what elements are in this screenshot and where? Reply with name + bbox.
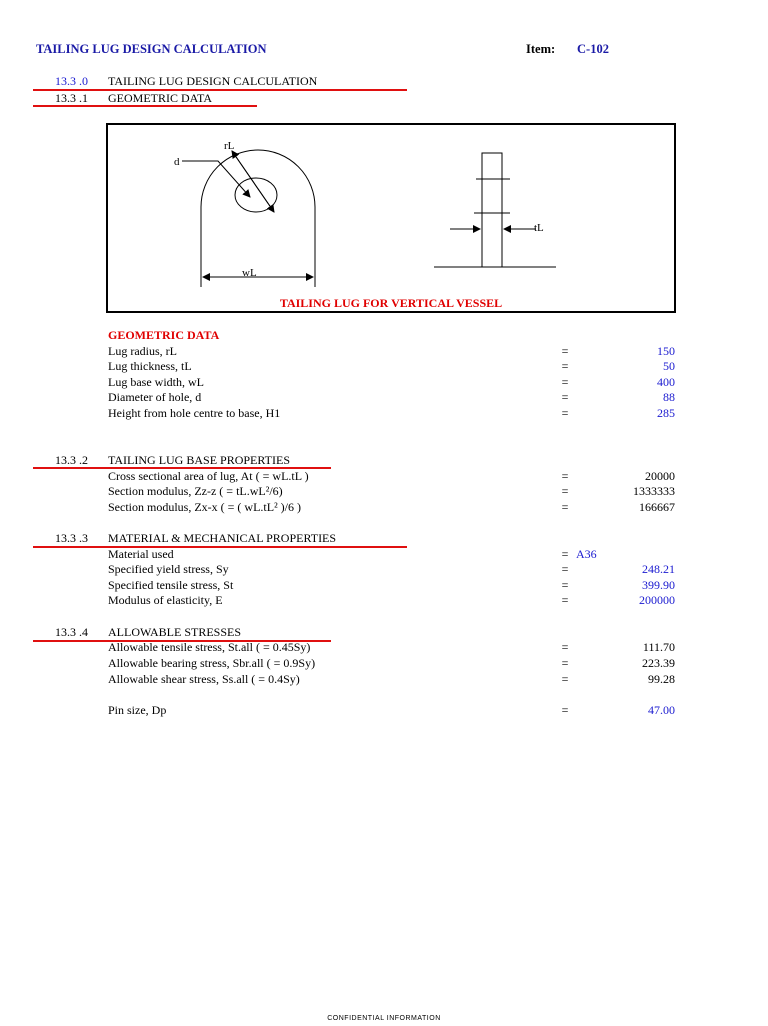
row-value: 400 [657, 375, 675, 389]
row-label: Diameter of hole, d [108, 390, 202, 404]
pin-value: 47.00 [648, 703, 675, 717]
row-eq: = [561, 390, 569, 404]
row-eq: = [561, 640, 569, 654]
row-value: 1333333 [633, 484, 675, 498]
row-label: Section modulus, Zz-z ( = tL.wL²/6) [108, 484, 283, 498]
row-eq: = [561, 484, 569, 498]
section-number: 13.3 .0 [55, 74, 88, 88]
row-label: Material used [108, 547, 174, 561]
pin-label: Pin size, Dp [108, 703, 167, 717]
row-eq: = [561, 375, 569, 389]
row-eq: = [561, 562, 569, 576]
section-title: MATERIAL & MECHANICAL PROPERTIES [108, 531, 337, 545]
section-title: TAILING LUG DESIGN CALCULATION [108, 74, 318, 88]
row-eq: = [561, 344, 569, 358]
section-number: 13.3 .4 [55, 625, 88, 639]
row-eq: = [561, 578, 569, 592]
row-value: 20000 [645, 469, 675, 483]
geometric-heading: GEOMETRIC DATA [108, 328, 220, 342]
diagram-caption: TAILING LUG FOR VERTICAL VESSEL [279, 296, 503, 310]
row-label: Lug base width, wL [108, 375, 204, 389]
row-label: Allowable shear stress, Ss.all ( = 0.4Sy) [108, 672, 300, 686]
material-value: A36 [576, 547, 597, 561]
row-label: Specified yield stress, Sy [108, 562, 229, 576]
row-value: 285 [657, 406, 675, 420]
row-value: 248.21 [642, 562, 675, 576]
page-title: TAILING LUG DESIGN CALCULATION [36, 42, 267, 56]
row-value: 50 [663, 359, 675, 373]
row-label: Allowable bearing stress, Sbr.all ( = 0.9Sy) [108, 656, 316, 670]
row-label: Cross sectional area of lug, At ( = wL.tL ) [108, 469, 309, 483]
footer-confidential: CONFIDENTIAL INFORMATION [327, 1015, 441, 1022]
row-eq: = [561, 672, 569, 686]
row-value: 88 [663, 390, 675, 404]
section-title: TAILING LUG BASE PROPERTIES [108, 453, 290, 467]
row-value: 399.90 [642, 578, 675, 592]
item-value: C-102 [577, 42, 609, 56]
row-label: Allowable tensile stress, St.all ( = 0.45Sy) [108, 640, 311, 654]
section-underline [33, 89, 407, 91]
section-title: ALLOWABLE STRESSES [108, 625, 242, 639]
item-label: Item: [526, 42, 556, 56]
row-eq: = [561, 359, 569, 373]
row-label: Modulus of elasticity, E [108, 593, 223, 607]
section-underline [33, 105, 257, 107]
label-wl: wL [242, 267, 257, 279]
row-value: 166667 [639, 500, 675, 514]
row-value: 223.39 [642, 656, 675, 670]
label-tl: tL [534, 222, 544, 234]
row-value: 111.70 [642, 640, 675, 654]
label-d: d [174, 156, 180, 168]
lug-drawing [108, 125, 674, 311]
row-label: Lug radius, rL [108, 344, 177, 358]
row-label: Specified tensile stress, St [108, 578, 234, 592]
row-label: Lug thickness, tL [108, 359, 192, 373]
row-value: 150 [657, 344, 675, 358]
section-number: 13.3 .1 [55, 91, 88, 105]
row-value: 99.28 [648, 672, 675, 686]
row-eq: = [561, 500, 569, 514]
label-rl: rL [224, 140, 235, 152]
row-label: Section modulus, Zx-x ( = ( wL.tL² )/6 ) [108, 500, 302, 514]
row-label: Height from hole centre to base, H1 [108, 406, 281, 420]
row-value: 200000 [639, 593, 675, 607]
lug-diagram [106, 123, 676, 313]
section-title: GEOMETRIC DATA [108, 91, 213, 105]
section-number: 13.3 .3 [55, 531, 88, 545]
section-number: 13.3 .2 [55, 453, 88, 467]
pin-eq: = [561, 703, 569, 717]
section-underline [33, 546, 407, 548]
row-eq: = [561, 469, 569, 483]
row-eq: = [561, 593, 569, 607]
row-eq: = [561, 547, 569, 561]
row-eq: = [561, 656, 569, 670]
row-eq: = [561, 406, 569, 420]
